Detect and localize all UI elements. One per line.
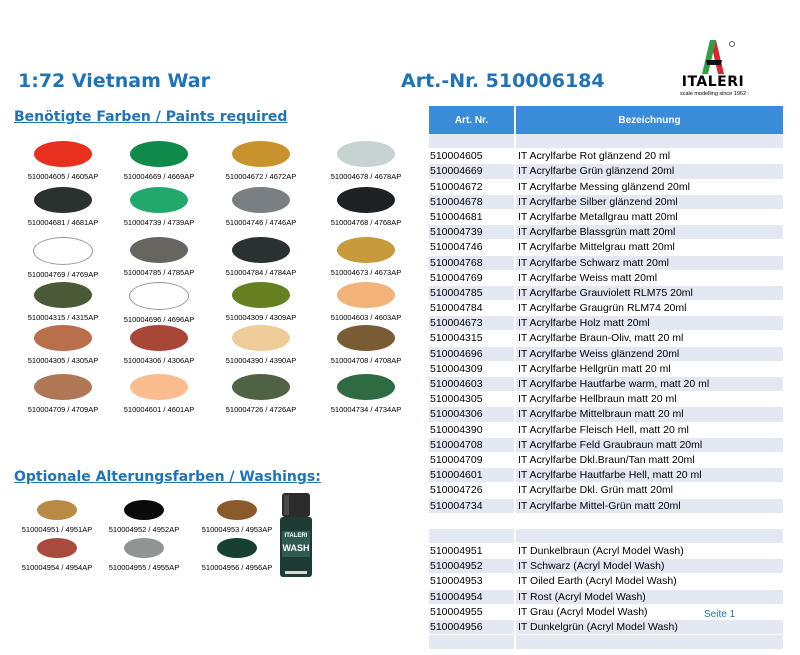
cell-art-nr: 510004672 xyxy=(429,180,514,194)
paint-swatch xyxy=(311,187,421,227)
table-row xyxy=(429,392,783,407)
paint-swatch xyxy=(104,187,214,227)
paint-swatch xyxy=(8,141,118,181)
italeri-logo-icon xyxy=(672,38,754,76)
cell-bezeichnung: IT Acrylfarbe Blassgrün matt 20ml xyxy=(516,225,783,239)
cell-art-nr: 510004603 xyxy=(429,377,514,391)
paint-swatch xyxy=(206,187,316,227)
logo-tagline: scale modelling since 1962 xyxy=(679,91,747,97)
cell-art-nr: 510004305 xyxy=(429,392,514,406)
table-row xyxy=(429,468,783,483)
cell-bezeichnung xyxy=(516,134,783,148)
paint-swatch xyxy=(104,141,214,181)
paint-swatch xyxy=(8,237,118,279)
paint-code: 510004708 / 4708AP xyxy=(330,356,402,365)
paint-swatch xyxy=(8,282,118,322)
paint-color-blob xyxy=(337,374,395,400)
paint-swatch xyxy=(311,141,421,181)
cell-art-nr: 510004769 xyxy=(429,271,514,285)
paint-code: 510004601 / 4601AP xyxy=(123,405,195,414)
table-row xyxy=(429,240,783,255)
wash-color-blob xyxy=(124,500,164,520)
table-row xyxy=(429,347,783,362)
table-row xyxy=(429,210,783,225)
cell-bezeichnung: IT Acrylfarbe Fleisch Hell, matt 20 ml xyxy=(516,423,783,437)
bottle-brand-text: ITALERI xyxy=(284,533,308,539)
cell-bezeichnung: IT Acrylfarbe Grauviolett RLM75 20ml xyxy=(516,286,783,300)
table-body xyxy=(429,134,783,650)
wash-color-blob xyxy=(217,500,257,520)
cell-bezeichnung: IT Acrylfarbe Mittel-Grün matt 20ml xyxy=(516,499,783,513)
cell-bezeichnung: IT Acrylfarbe Feld Graubraun matt 20ml xyxy=(516,438,783,452)
table-row xyxy=(429,544,783,559)
table-row xyxy=(429,134,783,149)
table-row xyxy=(429,316,783,331)
paint-code: 510004784 / 4784AP xyxy=(225,268,297,277)
cell-bezeichnung: IT Grau (Acryl Model Wash) xyxy=(516,605,783,619)
cell-art-nr: 510004768 xyxy=(429,256,514,270)
cell-bezeichnung: IT Acrylfarbe Graugrün RLM74 20ml xyxy=(516,301,783,315)
cell-bezeichnung: IT Acrylfarbe Schwarz matt 20ml xyxy=(516,256,783,270)
paint-color-blob xyxy=(232,282,290,308)
table-row xyxy=(429,225,783,240)
washes-section-heading: Optionale Alterungsfarben / Washings: xyxy=(14,469,321,485)
table-row xyxy=(429,529,783,544)
cell-art-nr: 510004746 xyxy=(429,240,514,254)
paint-swatch xyxy=(104,374,214,414)
paint-swatch xyxy=(311,282,421,322)
cell-bezeichnung xyxy=(516,635,783,649)
paint-code: 510004673 / 4673AP xyxy=(330,268,402,277)
cell-bezeichnung: IT Acrylfarbe Mittelgrau matt 20ml xyxy=(516,240,783,254)
cell-bezeichnung: IT Acrylfarbe Grün glänzend 20ml xyxy=(516,164,783,178)
table-row xyxy=(429,483,783,498)
paint-color-blob xyxy=(337,282,395,308)
cell-bezeichnung: IT Dunkelgrün (Acryl Model Wash) xyxy=(516,620,783,634)
cell-art-nr: 510004952 xyxy=(429,559,514,573)
table-row xyxy=(429,635,783,650)
paint-color-blob xyxy=(337,237,395,263)
paint-color-blob xyxy=(232,141,290,167)
cell-art-nr: 510004709 xyxy=(429,453,514,467)
paint-color-blob xyxy=(130,237,188,263)
cell-bezeichnung: IT Acrylfarbe Weiss matt 20ml xyxy=(516,271,783,285)
paint-code: 510004768 / 4768AP xyxy=(330,218,402,227)
wash-code: 510004956 / 4956AP xyxy=(201,563,273,572)
paint-swatch xyxy=(8,325,118,365)
paint-color-blob xyxy=(34,374,92,400)
cell-art-nr: 510004605 xyxy=(429,149,514,163)
cell-art-nr: 510004696 xyxy=(429,347,514,361)
cell-art-nr: 510004951 xyxy=(429,544,514,558)
paint-swatch xyxy=(311,325,421,365)
table-row xyxy=(429,377,783,392)
cell-bezeichnung: IT Acrylfarbe Rot glänzend 20 ml xyxy=(516,149,783,163)
paint-color-blob xyxy=(130,325,188,351)
wash-code: 510004951 / 4951AP xyxy=(21,525,93,534)
paint-color-blob xyxy=(130,187,188,213)
paint-code: 510004605 / 4605AP xyxy=(27,172,99,181)
paint-swatch xyxy=(206,374,316,414)
cell-art-nr: 510004673 xyxy=(429,316,514,330)
paint-color-blob xyxy=(337,141,395,167)
table-row xyxy=(429,453,783,468)
paint-code: 510004709 / 4709AP xyxy=(27,405,99,414)
page-title: 1:72 Vietnam War xyxy=(18,70,210,92)
cell-bezeichnung: IT Acrylfarbe Braun-Oliv, matt 20 ml xyxy=(516,331,783,345)
paint-swatch xyxy=(104,325,214,365)
paint-code: 510004306 / 4306AP xyxy=(123,356,195,365)
table-row xyxy=(429,301,783,316)
paint-code: 510004785 / 4785AP xyxy=(123,268,195,277)
article-number-title: Art.-Nr. 510006184 xyxy=(401,70,605,92)
cell-bezeichnung: IT Acrylfarbe Messing glänzend 20ml xyxy=(516,180,783,194)
paint-color-blob xyxy=(232,187,290,213)
paint-swatch xyxy=(311,374,421,414)
paint-code: 510004726 / 4726AP xyxy=(225,405,297,414)
paint-color-blob xyxy=(34,187,92,213)
paint-swatch xyxy=(206,141,316,181)
paint-code: 510004315 / 4315AP xyxy=(27,313,99,322)
cell-art-nr: 510004315 xyxy=(429,331,514,345)
paint-swatch xyxy=(104,237,214,277)
table-row xyxy=(429,195,783,210)
cell-art-nr: 510004678 xyxy=(429,195,514,209)
paint-color-blob xyxy=(232,374,290,400)
cell-art-nr: 510004390 xyxy=(429,423,514,437)
cell-bezeichnung: IT Acrylfarbe Hellbraun matt 20 ml xyxy=(516,392,783,406)
paint-code: 510004681 / 4681AP xyxy=(27,218,99,227)
cell-art-nr: 510004708 xyxy=(429,438,514,452)
cell-art-nr: 510004309 xyxy=(429,362,514,376)
paint-code: 510004309 / 4309AP xyxy=(225,313,297,322)
cell-art-nr: 510004739 xyxy=(429,225,514,239)
cell-art-nr: 510004955 xyxy=(429,605,514,619)
wash-color-blob xyxy=(124,538,164,558)
cell-bezeichnung xyxy=(516,514,783,528)
table-row xyxy=(429,164,783,179)
cell-bezeichnung: IT Acrylfarbe Hautfarbe Hell, matt 20 ml xyxy=(516,468,783,482)
cell-art-nr xyxy=(429,514,514,528)
page-number: Seite 1 xyxy=(704,609,736,620)
paint-swatch xyxy=(206,282,316,322)
cell-art-nr: 510004956 xyxy=(429,620,514,634)
paint-code: 510004769 / 4769AP xyxy=(27,270,99,279)
cell-bezeichnung: IT Rost (Acryl Model Wash) xyxy=(516,590,783,604)
table-row xyxy=(429,271,783,286)
cell-art-nr: 510004784 xyxy=(429,301,514,315)
wash-bottle-image xyxy=(279,491,313,579)
cell-bezeichnung: IT Acrylfarbe Silber glänzend 20ml xyxy=(516,195,783,209)
article-table xyxy=(429,106,783,650)
paint-code: 510004672 / 4672AP xyxy=(225,172,297,181)
wash-code: 510004953 / 4953AP xyxy=(201,525,273,534)
cell-art-nr: 510004953 xyxy=(429,574,514,588)
paint-color-blob xyxy=(129,282,189,310)
cell-bezeichnung: IT Acrylfarbe Dkl. Grün matt 20ml xyxy=(516,483,783,497)
cell-bezeichnung: IT Acrylfarbe Weiss glänzend 20ml xyxy=(516,347,783,361)
cell-art-nr: 510004726 xyxy=(429,483,514,497)
cell-art-nr xyxy=(429,529,514,543)
italeri-logo xyxy=(672,38,754,100)
paint-code: 510004390 / 4390AP xyxy=(225,356,297,365)
table-row xyxy=(429,423,783,438)
paint-code: 510004746 / 4746AP xyxy=(225,218,297,227)
wash-code: 510004952 / 4952AP xyxy=(108,525,180,534)
table-row xyxy=(429,286,783,301)
paint-code: 510004678 / 4678AP xyxy=(330,172,402,181)
table-row xyxy=(429,590,783,605)
wash-color-blob xyxy=(37,538,77,558)
table-row xyxy=(429,407,783,422)
cell-art-nr xyxy=(429,134,514,148)
paint-code: 510004734 / 4734AP xyxy=(330,405,402,414)
paint-color-blob xyxy=(34,141,92,167)
table-header xyxy=(429,106,783,134)
table-row xyxy=(429,559,783,574)
paint-code: 510004603 / 4603AP xyxy=(330,313,402,322)
paints-section-heading: Benötigte Farben / Paints required xyxy=(14,109,288,125)
paint-swatch xyxy=(104,282,214,324)
wash-color-blob xyxy=(37,500,77,520)
paint-color-blob xyxy=(130,374,188,400)
cell-art-nr: 510004785 xyxy=(429,286,514,300)
paint-color-blob xyxy=(34,325,92,351)
cell-art-nr: 510004306 xyxy=(429,407,514,421)
paint-color-blob xyxy=(337,325,395,351)
paint-code: 510004739 / 4739AP xyxy=(123,218,195,227)
wash-color-blob xyxy=(217,538,257,558)
bottle-wash-text: WASH xyxy=(282,543,310,553)
cell-art-nr xyxy=(429,635,514,649)
wash-code: 510004955 / 4955AP xyxy=(108,563,180,572)
cell-art-nr: 510004601 xyxy=(429,468,514,482)
cell-bezeichnung: IT Acrylfarbe Holz matt 20ml xyxy=(516,316,783,330)
table-row xyxy=(429,514,783,529)
table-row xyxy=(429,499,783,514)
table-row xyxy=(429,574,783,589)
cell-bezeichnung: IT Acrylfarbe Hellgrün matt 20 ml xyxy=(516,362,783,376)
cell-bezeichnung: IT Oiled Earth (Acryl Model Wash) xyxy=(516,574,783,588)
paint-color-blob xyxy=(130,141,188,167)
cell-bezeichnung: IT Acrylfarbe Metallgrau matt 20ml xyxy=(516,210,783,224)
wash-swatch xyxy=(182,500,292,534)
paint-code: 510004696 / 4696AP xyxy=(123,315,195,324)
paint-color-blob xyxy=(33,237,93,265)
cell-bezeichnung: IT Acrylfarbe Dkl.Braun/Tan matt 20ml xyxy=(516,453,783,467)
wash-swatch xyxy=(182,538,292,572)
paint-swatch xyxy=(8,374,118,414)
paint-swatch xyxy=(8,187,118,227)
cell-art-nr: 510004669 xyxy=(429,164,514,178)
table-row xyxy=(429,362,783,377)
logo-wordmark: ITALERI xyxy=(681,74,745,90)
paint-color-blob xyxy=(34,282,92,308)
paint-color-blob xyxy=(232,325,290,351)
paint-swatch xyxy=(206,325,316,365)
paint-color-blob xyxy=(337,187,395,213)
wash-code: 510004954 / 4954AP xyxy=(21,563,93,572)
cell-bezeichnung: IT Acrylfarbe Mittelbraun matt 20 ml xyxy=(516,407,783,421)
paint-swatch xyxy=(206,237,316,277)
table-row xyxy=(429,331,783,346)
cell-bezeichnung: IT Acrylfarbe Hautfarbe warm, matt 20 ml xyxy=(516,377,783,391)
table-row xyxy=(429,620,783,635)
cell-bezeichnung: IT Schwarz (Acryl Model Wash) xyxy=(516,559,783,573)
table-row xyxy=(429,438,783,453)
cell-art-nr: 510004954 xyxy=(429,590,514,604)
paint-code: 510004305 / 4305AP xyxy=(27,356,99,365)
table-row xyxy=(429,149,783,164)
paint-color-blob xyxy=(232,237,290,263)
header-bezeichnung: Bezeichnung xyxy=(516,106,783,134)
cell-art-nr: 510004681 xyxy=(429,210,514,224)
header-art-nr: Art. Nr. xyxy=(429,106,514,134)
table-row xyxy=(429,256,783,271)
cell-art-nr: 510004734 xyxy=(429,499,514,513)
cell-bezeichnung xyxy=(516,529,783,543)
cell-bezeichnung: IT Dunkelbraun (Acryl Model Wash) xyxy=(516,544,783,558)
paint-swatch xyxy=(311,237,421,277)
paint-code: 510004669 / 4669AP xyxy=(123,172,195,181)
table-row xyxy=(429,180,783,195)
